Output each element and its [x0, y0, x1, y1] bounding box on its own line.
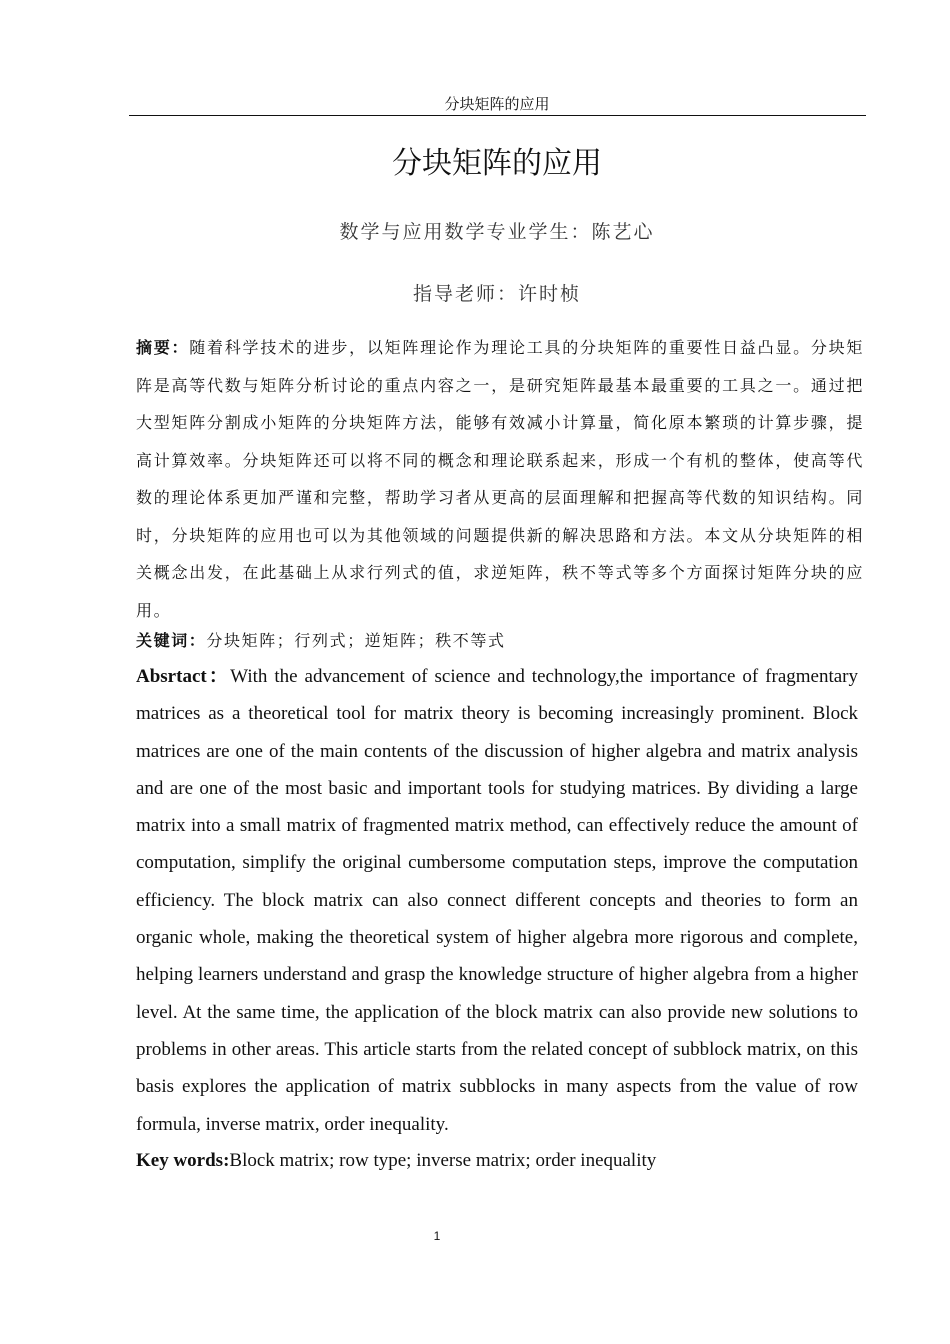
advisor-line: 指导老师：许时桢 — [412, 283, 581, 305]
chinese-abstract-label: 摘要： — [136, 338, 190, 357]
author-line: 数学与应用数学专业学生：陈艺心 — [339, 221, 655, 243]
english-abstract-label: Absrtact： — [136, 666, 231, 687]
english-keywords-text: Block matrix; row type; inverse matrix; order inequality — [229, 1150, 657, 1171]
header-rule — [129, 115, 866, 116]
english-keywords — [136, 1142, 858, 1179]
chinese-abstract-text: 随着科学技术的进步，以矩阵理论作为理论工具的分块矩阵的重要性日益凸显。分块矩阵是高等代数与矩阵分析讨论的重点内容之一，是研究矩阵最基本最重要的工具之一。通过把大型矩阵分割成小矩阵的分块矩阵方法，能够有效减小计算量，简化原本繁琐的计算步骤，提高计算效率。分块矩阵还可以将不同的概念和理论联系起来，形成一个有机的整体，使高等代数的理论体系更加严谨和完整，帮助学习者从更高的层面理解和把握高等代数的知识结构。同时，分块矩阵的应用也可以为其他领域的问题提供新的解决思路和方法。本文从分块矩阵的相关概念出发，在此基础上从求行列式的值，求逆矩阵，秩不等式等多个方面探讨矩阵分块的应用。 — [136, 338, 864, 620]
paper-title: 分块矩阵的应用 — [392, 146, 602, 181]
english-keywords-label: Key words: — [136, 1150, 230, 1171]
chinese-abstract — [136, 329, 864, 629]
english-abstract-text: With the advancement of science and technology,the importance of fragmentary matrices as a theoretical tool for matrix theory is becoming increasingly prominent. Block matrices are one of the main contents of the discussion of higher algebra and matrix analysis and are one of the most basic and important tools for studying matrices. By dividing a large matrix into a small matrix of fragmented matrix method, can effectively reduce the amount of computation, simplify the original cumbersome computation steps, improve the computation efficiency. The block matrix can also connect different concepts and theories to form an organic whole, making the theoretical system of higher algebra more rigorous and complete, helping learners understand and grasp the knowledge structure of higher algebra from a higher level. At the same time, the application of the block matrix can also provide new solutions to problems in other areas. This article starts from the related concept of subblock matrix, on this basis explores the application of matrix subblocks in many aspects from the value of row formula, inverse matrix, order inequality. — [136, 666, 858, 1135]
chinese-keywords-label: 关键词： — [136, 631, 207, 650]
page-number: 1 — [433, 1229, 441, 1243]
english-abstract — [136, 658, 858, 1143]
chinese-keywords — [136, 622, 864, 659]
running-header: 分块矩阵的应用 — [444, 95, 550, 113]
chinese-keywords-text: 分块矩阵；行列式；逆矩阵；秩不等式 — [206, 631, 506, 650]
